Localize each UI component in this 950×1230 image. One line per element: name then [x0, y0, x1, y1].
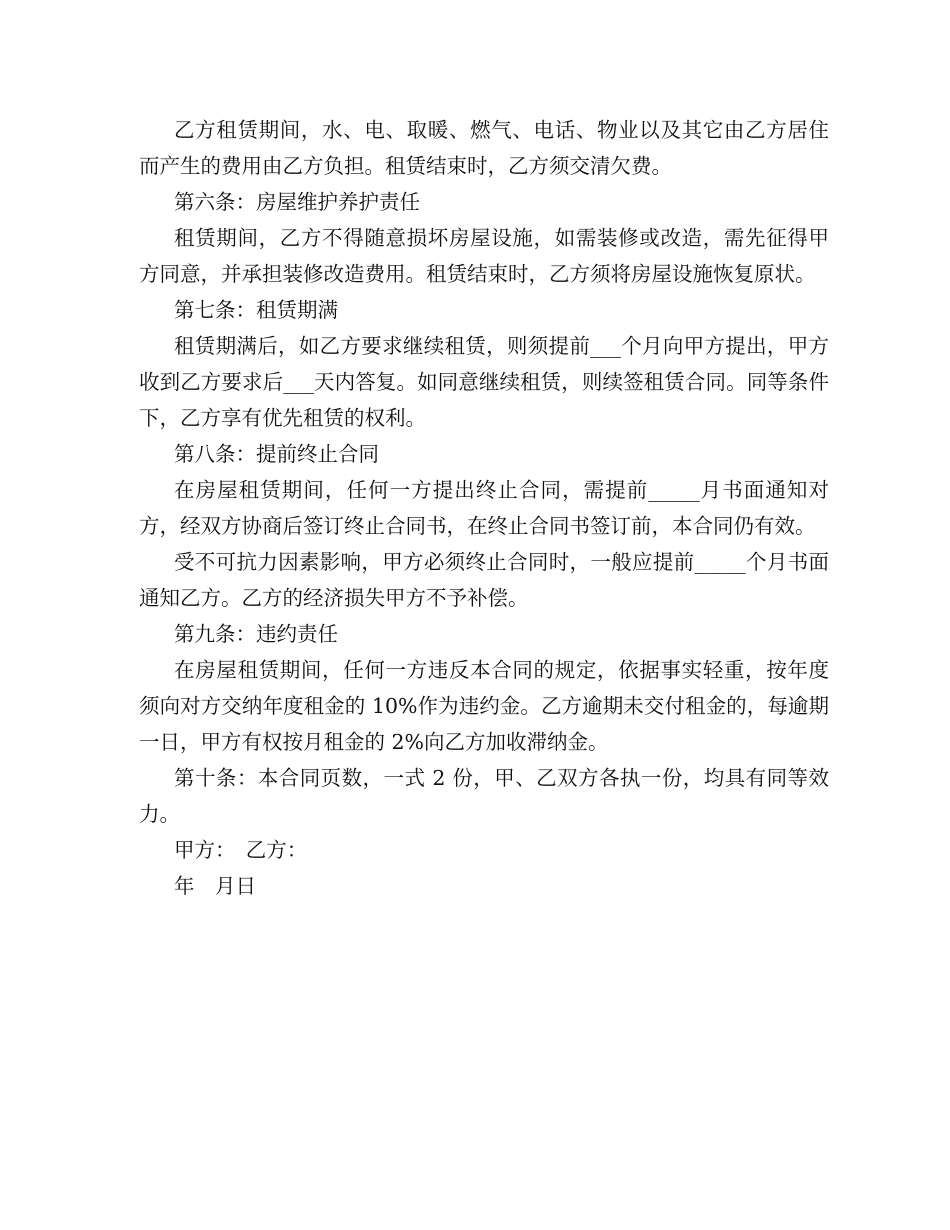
article-8-paragraph-1: 在房屋租赁期间，任何一方提出终止合同，需提前_____月书面通知对方，经双方协商后签订终止合同书，在终止合同书签订前，本合同仍有效。: [139, 478, 829, 538]
signature-parties-line: 甲方： 乙方：: [174, 838, 308, 862]
article-8-heading: 第八条：提前终止合同: [174, 442, 379, 466]
article-6-paragraph: 租赁期间，乙方不得随意损坏房屋设施，如需装修或改造，需先征得甲方同意，并承担装修改造费用。租赁结束时，乙方须将房屋设施恢复原状。: [139, 226, 829, 286]
article-6-heading: 第六条：房屋维护养护责任: [174, 190, 420, 214]
article-8-paragraph-2: 受不可抗力因素影响，甲方必须终止合同时，一般应提前_____个月书面通知乙方。乙方的经济损失甲方不予补偿。: [139, 550, 829, 610]
article-7-paragraph: 租赁期满后，如乙方要求继续租赁，则须提前___个月向甲方提出，甲方收到乙方要求后___天内答复。如同意继续租赁，则续签租赁合同。同等条件下，乙方享有优先租赁的权利。: [139, 334, 829, 430]
utilities-clause-paragraph: 乙方租赁期间，水、电、取暖、燃气、电话、物业以及其它由乙方居住而产生的费用由乙方负担。租赁结束时，乙方须交清欠费。: [139, 118, 829, 178]
article-7-heading: 第七条：租赁期满: [174, 298, 338, 322]
article-9-heading: 第九条：违约责任: [174, 622, 338, 646]
document-page: [139, 112, 829, 904]
article-9-paragraph: 在房屋租赁期间，任何一方违反本合同的规定，依据事实轻重，按年度须向对方交纳年度租金的 10%作为违约金。乙方逾期未交付租金的，每逾期一日，甲方有权按月租金的 2%向乙方加收滞纳金。: [139, 658, 829, 754]
signature-date-line: 年 月日: [174, 874, 256, 898]
article-10-paragraph: 第十条：本合同页数，一式 2 份，甲、乙双方各执一份，均具有同等效力。: [139, 766, 829, 826]
